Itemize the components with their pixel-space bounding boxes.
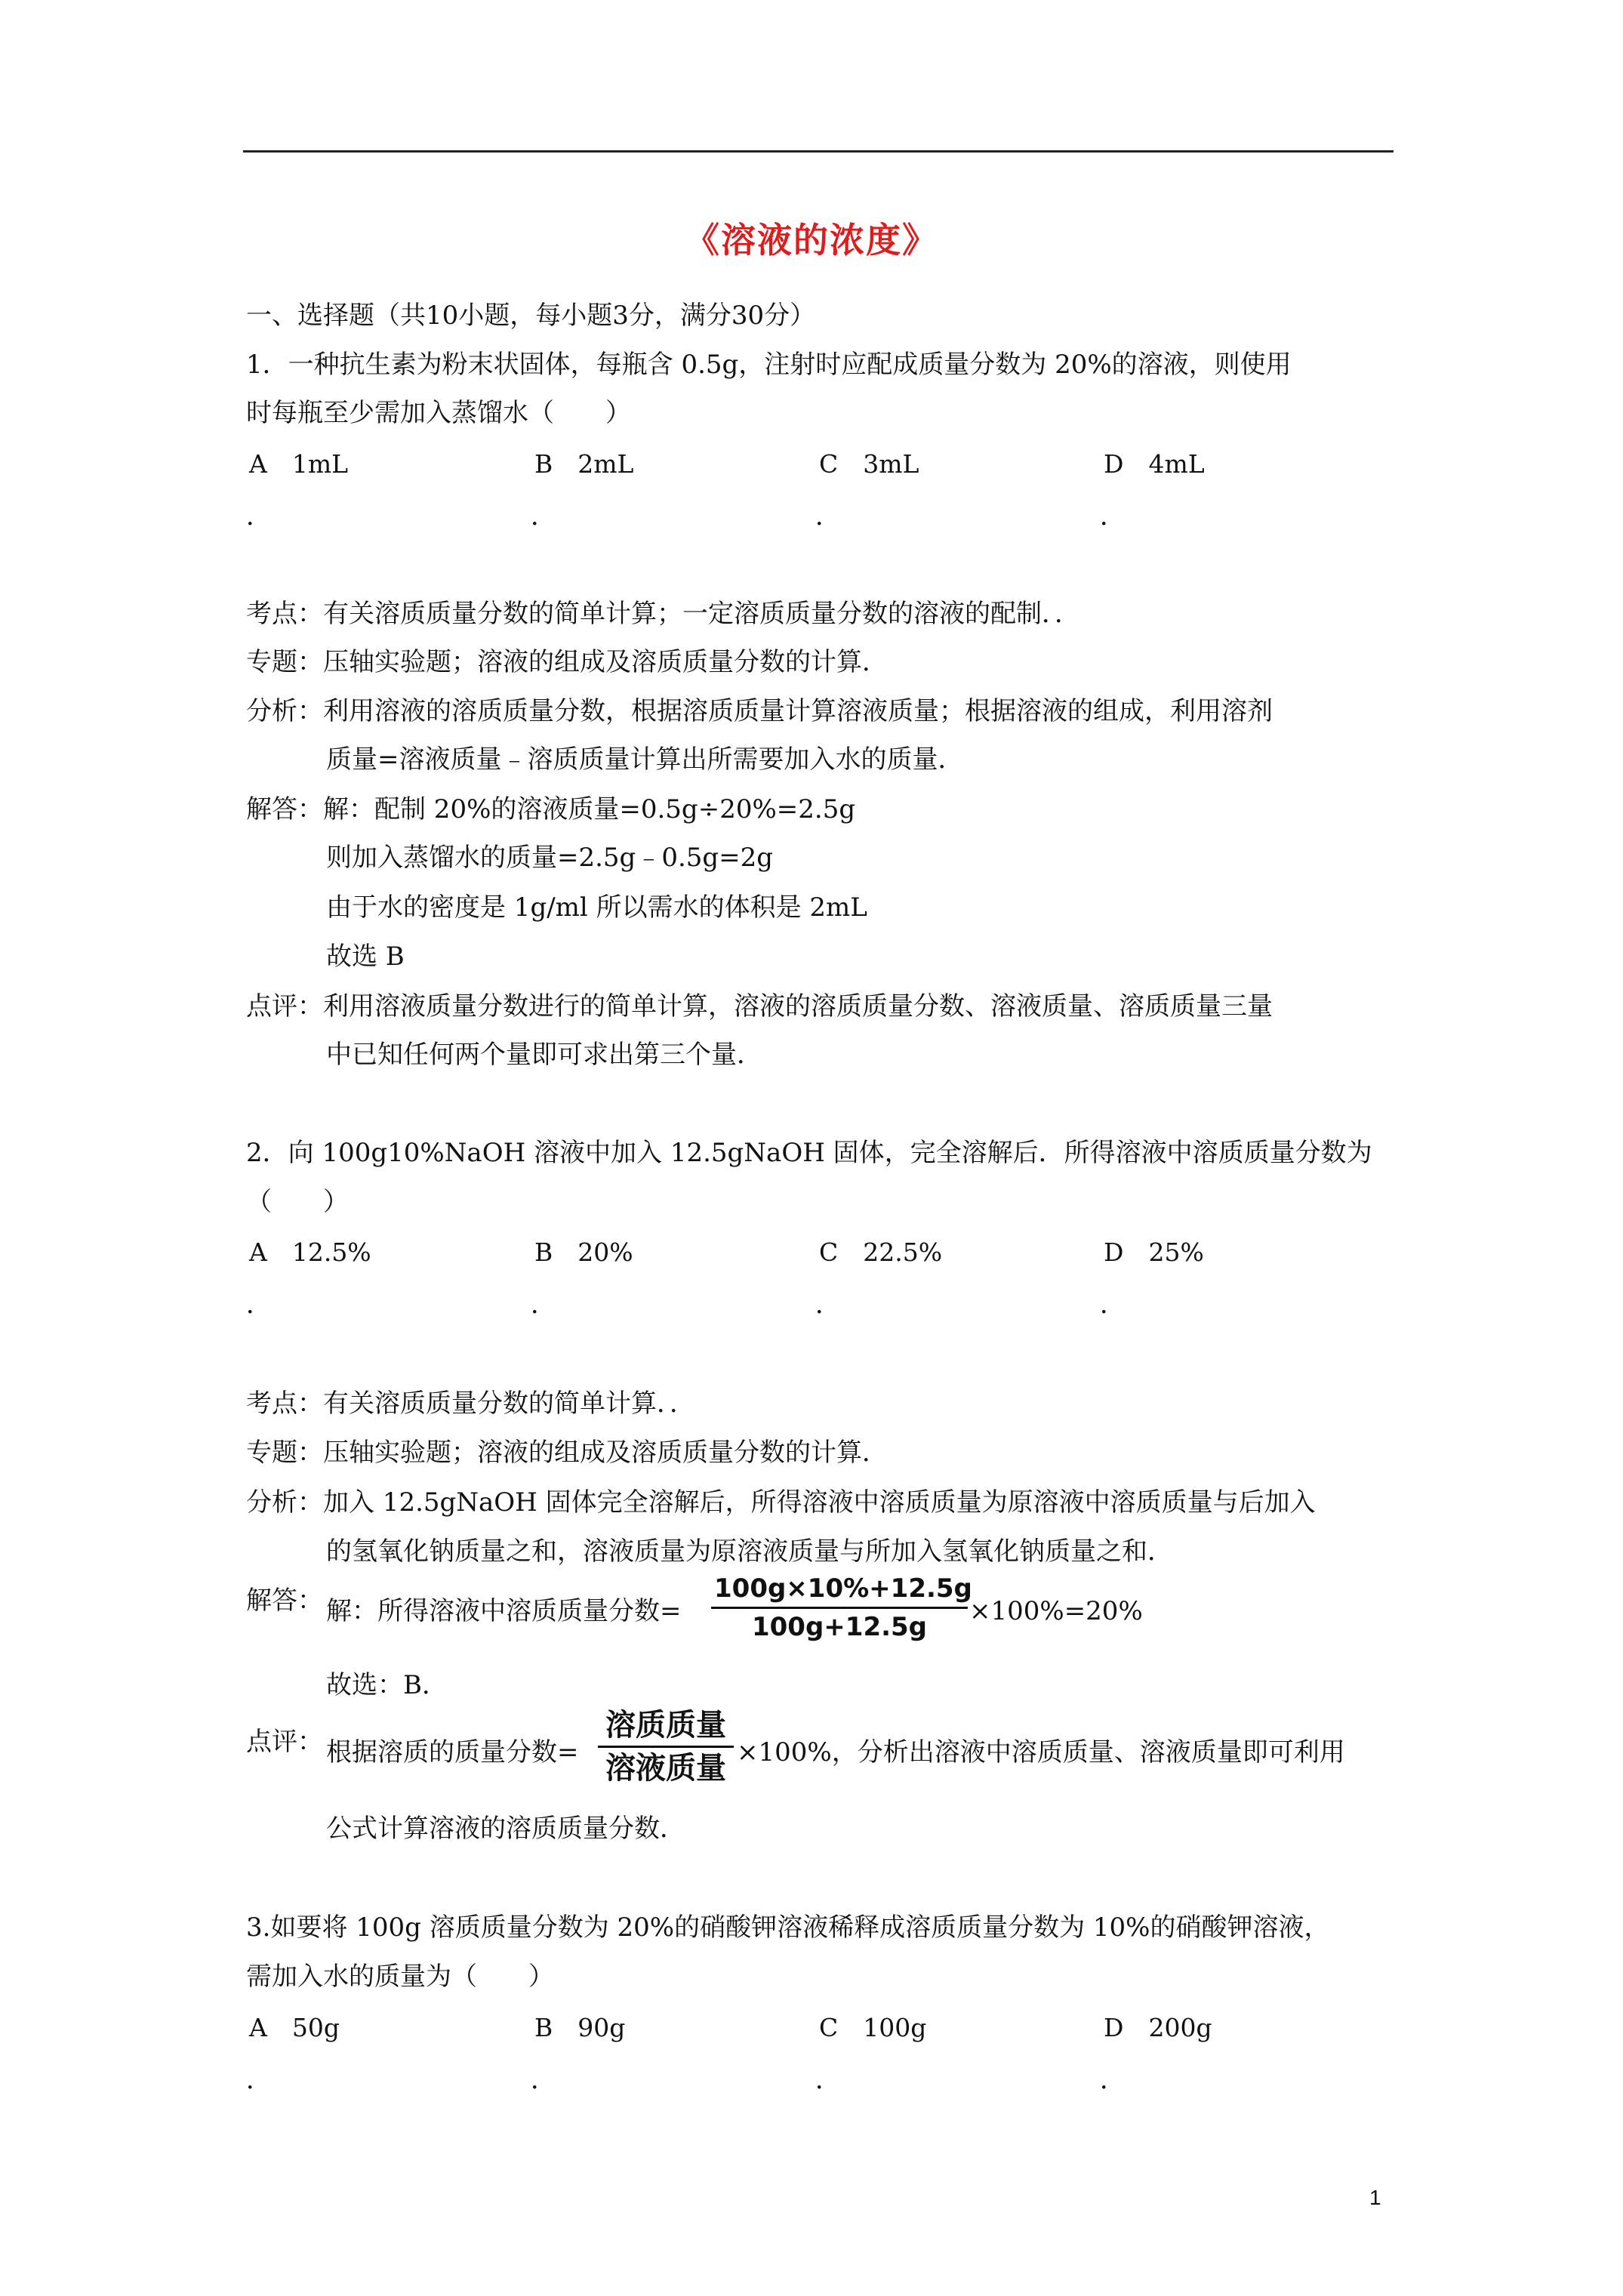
q1-option-d-dot: ．: [1100, 501, 1126, 532]
q3-option-c[interactable]: C 100g: [819, 2013, 927, 2042]
q2-option-c[interactable]: C 22.5%: [819, 1237, 943, 1267]
q2-jieda-fraction-denominator: 100g+12.5g: [751, 1612, 928, 1642]
q2-option-b[interactable]: B 20%: [534, 1237, 633, 1267]
document-title: 《溶液的浓度》: [685, 220, 938, 260]
q1-jieda-line4: 故选 B: [326, 942, 405, 972]
q3-option-a-dot: ．: [246, 2065, 272, 2095]
q2-zhuanti: 专题：压轴实验题；溶液的组成及溶质质量分数的计算．: [246, 1438, 888, 1468]
q1-dianping-line2: 中已知任何两个量即可求出第三个量．: [326, 1040, 762, 1070]
q1-option-b[interactable]: B 2mL: [534, 449, 634, 479]
q1-zhuanti: 专题：压轴实验题；溶液的组成及溶质质量分数的计算．: [246, 647, 888, 677]
q1-stem-line1: 1．一种抗生素为粉末状固体，每瓶含 0.5g，注射时应配成质量分数为 20%的溶液，则使用: [246, 350, 1292, 380]
q1-option-d[interactable]: D 4mL: [1104, 449, 1205, 479]
q3-stem-line2: 需加入水的质量为（ ）: [246, 1962, 554, 1992]
q3-option-b[interactable]: B 90g: [534, 2013, 626, 2042]
q2-dianping-text: 根据溶质的质量分数=: [326, 1737, 579, 1767]
q2-stem-line1: 2．向 100g10%NaOH 溶液中加入 12.5gNaOH 固体，完全溶解后．所得溶液中溶质质量分数为: [246, 1138, 1372, 1168]
header-rule: [243, 150, 1394, 153]
q1-jieda-line2: 则加入蒸馏水的质量=2.5g﹣0.5g=2g: [326, 843, 774, 873]
q1-option-b-dot: ．: [531, 501, 556, 532]
q3-stem-line1: 3.如要将 100g 溶质质量分数为 20%的硝酸钾溶液稀释成溶质质量分数为 10%的硝酸钾溶液，: [246, 1912, 1330, 1943]
q2-option-b-dot: ．: [531, 1290, 556, 1320]
q2-option-a-dot: ．: [246, 1290, 272, 1320]
page-number: 1: [1369, 2186, 1381, 2209]
q1-fenxi-line1: 分析：利用溶液的溶质质量分数，根据溶质质量计算溶液质量；根据溶液的组成，利用溶剂: [246, 696, 1273, 726]
q2-dianping-line2: 公式计算溶液的溶质质量分数．: [326, 1814, 685, 1844]
q2-jieda-line2: 故选：B．: [326, 1670, 448, 1700]
q2-jieda-suffix: ×100%=20%: [969, 1596, 1143, 1626]
q1-stem-line2: 时每瓶至少需加入蒸馏水（ ）: [246, 398, 631, 428]
q2-jieda-text: 解：所得溶液中溶质质量分数=: [326, 1596, 682, 1626]
q2-jieda-fraction-numerator: 100g×10%+12.5g: [714, 1573, 972, 1604]
q1-jieda-line1: 解答：解：配制 20%的溶液质量=0.5g÷20%=2.5g: [246, 794, 856, 824]
q2-jieda-fraction: [711, 1572, 972, 1644]
q1-dianping-line1: 点评：利用溶液质量分数进行的简单计算，溶液的溶质质量分数、溶液质量、溶质质量三量: [246, 991, 1273, 1022]
q2-option-d[interactable]: D 25%: [1104, 1237, 1204, 1267]
q1-jieda-line3: 由于水的密度是 1g/ml 所以需水的体积是 2mL: [326, 892, 867, 923]
q3-option-b-dot: ．: [531, 2065, 556, 2095]
q1-option-a[interactable]: A 1mL: [249, 449, 349, 479]
q1-option-a-dot: ．: [246, 501, 272, 532]
q3-option-c-dot: ．: [815, 2065, 841, 2095]
q1-kaodian: 考点：有关溶质质量分数的简单计算；一定溶质质量分数的溶液的配制．．: [246, 599, 1080, 629]
q3-option-d[interactable]: D 200g: [1104, 2013, 1212, 2042]
q2-option-d-dot: ．: [1100, 1290, 1126, 1320]
q2-kaodian: 考点：有关溶质质量分数的简单计算．．: [246, 1388, 695, 1419]
q2-option-c-dot: ．: [815, 1290, 841, 1320]
q2-jieda-fraction-bar: [711, 1607, 968, 1609]
q3-option-a[interactable]: A 50g: [249, 2013, 340, 2042]
q1-option-c[interactable]: C 3mL: [819, 449, 919, 479]
q2-fenxi-line2: 的氢氧化钠质量之和，溶液质量为原溶液质量与所加入氢氧化钠质量之和．: [326, 1536, 1173, 1567]
q1-fenxi-line2: 质量=溶液质量﹣溶质质量计算出所需要加入水的质量．: [326, 744, 964, 775]
q2-option-a[interactable]: A 12.5%: [249, 1237, 371, 1267]
q2-dianping-fraction-numerator: 溶质质量: [605, 1708, 726, 1743]
q2-dianping-suffix: ×100%，分析出溶液中溶质质量、溶液质量即可利用: [737, 1737, 1345, 1767]
q1-option-c-dot: ．: [815, 501, 841, 532]
q2-fenxi-line1: 分析：加入 12.5gNaOH 固体完全溶解后，所得溶液中溶质质量为原溶液中溶质质量与后加入: [246, 1487, 1316, 1518]
q2-dianping-fraction-denominator: 溶液质量: [605, 1751, 726, 1786]
section-heading: 一、选择题（共10小题，每小题3分，满分30分）: [246, 300, 816, 331]
q2-dianping-fraction-bar: [598, 1746, 734, 1748]
q2-dianping-prefix: 点评：: [246, 1727, 323, 1757]
q3-option-d-dot: ．: [1100, 2065, 1126, 2095]
q2-stem-line2: （ ）: [246, 1187, 349, 1217]
q2-dianping-fraction: [598, 1706, 734, 1787]
q2-jieda-prefix: 解答：: [246, 1586, 323, 1616]
